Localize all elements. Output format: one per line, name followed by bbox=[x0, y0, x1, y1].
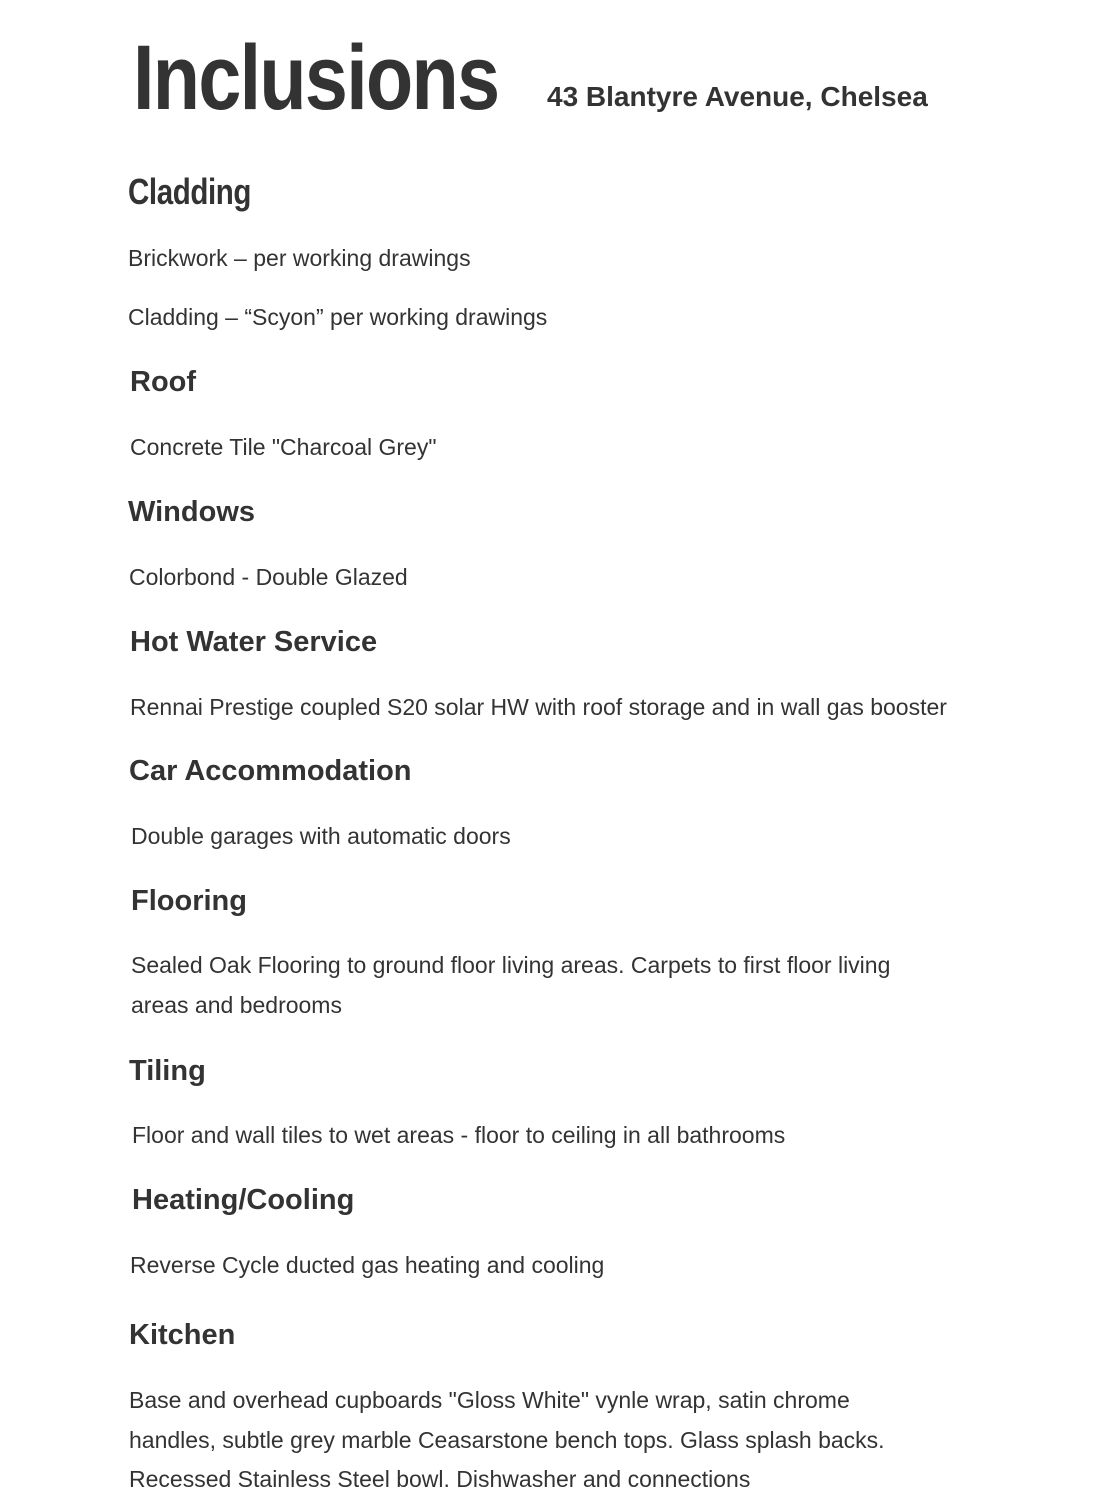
cladding-line: Cladding – “Scyon” per working drawings bbox=[128, 304, 548, 330]
heating-cooling-line: Reverse Cycle ducted gas heating and cooling bbox=[130, 1252, 605, 1278]
section-heading-hot-water: Hot Water Service bbox=[130, 626, 378, 658]
car-accommodation-line: Double garages with automatic doors bbox=[131, 823, 511, 849]
section-heading-car-accommodation: Car Accommodation bbox=[129, 755, 412, 787]
windows-line: Colorbond - Double Glazed bbox=[129, 564, 408, 590]
kitchen-line: Recessed Stainless Steel bowl. Dishwasher and connections bbox=[129, 1466, 751, 1492]
section-heading-tiling: Tiling bbox=[129, 1055, 206, 1087]
flooring-line: Sealed Oak Flooring to ground floor living areas. Carpets to first floor living bbox=[131, 952, 891, 978]
tiling-line: Floor and wall tiles to wet areas - floor to ceiling in all bathrooms bbox=[132, 1122, 786, 1148]
hot-water-line: Rennai Prestige coupled S20 solar HW with roof storage and in wall gas booster bbox=[130, 694, 947, 720]
section-heading-heating-cooling: Heating/Cooling bbox=[132, 1184, 355, 1216]
roof-line: Concrete Tile "Charcoal Grey" bbox=[130, 434, 437, 460]
kitchen-line: handles, subtle grey marble Ceasarstone bench tops. Glass splash backs. bbox=[129, 1427, 885, 1453]
section-heading-roof: Roof bbox=[130, 366, 197, 398]
section-heading-kitchen: Kitchen bbox=[129, 1319, 236, 1351]
property-address: 43 Blantyre Avenue, Chelsea bbox=[547, 81, 928, 112]
page-title: Inclusions bbox=[133, 27, 499, 129]
section-heading-windows: Windows bbox=[128, 496, 256, 528]
flooring-line: areas and bedrooms bbox=[131, 992, 342, 1018]
cladding-line: Brickwork – per working drawings bbox=[128, 245, 471, 271]
kitchen-line: Base and overhead cupboards "Gloss White" vynle wrap, satin chrome bbox=[129, 1387, 850, 1413]
section-heading-flooring: Flooring bbox=[131, 885, 247, 917]
section-heading-cladding: Cladding bbox=[128, 171, 251, 212]
